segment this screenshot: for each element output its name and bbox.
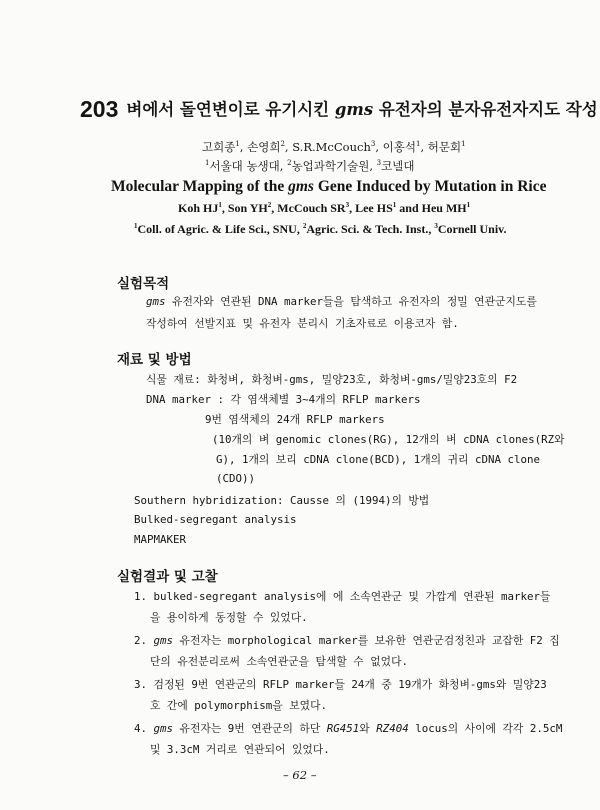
methods-mapmaker: MAPMAKER	[134, 533, 187, 546]
results-heading: 실험결과 및 고찰	[117, 569, 218, 585]
en-title-gene: gms	[288, 178, 314, 195]
english-affiliations	[134, 222, 507, 237]
author-name: 고희종	[202, 140, 236, 154]
author-sup: 2	[267, 201, 272, 209]
result-4-line-2: 및 3.3cM 거리로 연관되어 있었다.	[150, 743, 330, 756]
result-4-line-1	[134, 721, 562, 736]
korean-affiliations: $^1$서울대 농생대, $^2$농업과학기술원, $^3$코넬대	[205, 159, 415, 173]
author-name: Lee HS	[355, 201, 393, 215]
result-4-marker-2: RZ404	[376, 722, 409, 735]
en-title-pre: Molecular Mapping of the	[111, 178, 289, 195]
title-korean-pre: 벼에서 돌연변이로 유기시킨	[126, 100, 335, 119]
author-sup: 3	[370, 140, 376, 149]
purpose-heading: 실험목적	[117, 276, 170, 292]
abstract-title	[80, 96, 598, 123]
author-name: Son YH	[227, 201, 268, 215]
result-3-number: 3.	[134, 678, 148, 691]
result-2-text: 유전자는 morphological marker를 보유한 연관군검정친과 교잡한 F2 집	[173, 634, 560, 647]
page-number: – 62 –	[283, 768, 317, 782]
title-gene-name: gms	[334, 100, 374, 119]
author-name: Koh HJ	[178, 201, 219, 215]
result-4-marker-1: RG451	[326, 722, 360, 735]
author-sup: 1	[392, 201, 397, 209]
en-title-post: Gene Induced by Mutation in Rice	[313, 178, 547, 195]
result-4-number: 4.	[134, 722, 148, 735]
methods-dna-marker-1: DNA marker : 각 염색체별 3~4개의 RFLP markers	[146, 393, 421, 406]
english-authors: Koh $HJ^1$, Son $YH^2$, McCouch $SR^3$, Lee $HS^1$ and Heu $MH^1$	[178, 201, 471, 215]
affil-name: 서울대 농생대	[209, 159, 280, 173]
affil-sup: 2	[302, 222, 307, 230]
author-name: McCouch SR	[277, 201, 346, 215]
result-2-gene: gms	[153, 634, 174, 647]
affil-sup: 1	[205, 159, 210, 168]
author-name: 허문회	[427, 140, 462, 154]
abstract-number: 203	[80, 96, 119, 122]
affil-sup: 2	[287, 159, 292, 168]
korean-authors: 고희종$^1$, 손영희$^2$, S.R.McCouch$^3$, 이홍석$^1$, 허문회$^1$	[202, 140, 466, 154]
author-sup: 2	[280, 140, 285, 149]
affil-name: Cornell Univ.	[437, 222, 507, 236]
title-korean-post: 유전자의 분자유전자지도 작성	[373, 100, 598, 119]
result-4-gene: gms	[153, 722, 174, 735]
author-name: 이홍석	[382, 140, 416, 154]
author-sup: 1	[235, 140, 240, 149]
result-3-line-1	[134, 677, 547, 692]
author-sup: 3	[345, 201, 350, 209]
author-sup: 1	[466, 201, 471, 209]
affil-sup: 3	[376, 159, 382, 168]
purpose-line-1-text: 유전자와 연관된 DNA marker들을 탐색하고 유전자의 정밀 연관군지도를	[165, 295, 537, 308]
affil-name: 코넬대	[381, 159, 415, 173]
result-3-text: 검정된 9번 연관군의 RFLP marker들 24개 중 19개가 화청벼-gms와 밀양23	[153, 678, 547, 691]
methods-dna-marker-4: G), 1개의 보리 cDNA clone(BCD), 1개의 귀리 cDNA clone	[216, 453, 540, 466]
methods-heading: 재료 및 방법	[117, 352, 192, 368]
author-sup: 1	[218, 201, 222, 209]
result-2-number: 2.	[134, 634, 148, 647]
result-4-text-a: 유전자는 9번 연관군의 하단	[173, 722, 327, 735]
result-1-text: bulked-segregant analysis에 에 소속연관군 및 가깝게 연관된 marker들	[153, 590, 551, 603]
methods-bulked: Bulked-segregant analysis	[134, 513, 297, 526]
purpose-line-1	[146, 294, 537, 309]
result-2-line-2: 단의 유전분리로써 소속연관군을 탐색할 수 없었다.	[150, 655, 409, 668]
methods-dna-marker-2: 9번 염색체의 24개 RFLP markers	[205, 413, 385, 426]
result-1-line-1	[134, 589, 551, 604]
methods-plant-material: 식물 재료: 화청벼, 화청벼-gms, 밀양23호, 화청벼-gms/밀양23호의 F2	[146, 373, 518, 386]
affil-name: Coll. of Agric. & Life Sci., SNU,	[137, 222, 303, 236]
affil-sup: 1	[134, 222, 138, 230]
methods-dna-marker-5: (CDO))	[216, 472, 256, 485]
author-sup: 1	[461, 140, 466, 149]
result-3-line-2: 호 간에 polymorphism을 보였다.	[150, 699, 328, 712]
author-name: S.R.McCouch	[292, 140, 371, 154]
purpose-line-2: 작성하여 선발지표 및 유전자 분리시 기초자료로 이용코자 함.	[146, 317, 459, 330]
affil-sup: 3	[434, 222, 438, 230]
result-2-line-1	[134, 633, 560, 648]
result-4-text-b: 와	[359, 722, 377, 735]
affil-name: Agric. Sci. & Tech. Inst.,	[306, 222, 435, 236]
affil-name: 농업과학기술원	[291, 159, 370, 173]
methods-southern: Southern hybridization: Causse 의 (1994)의 방법	[134, 494, 430, 507]
purpose-gene: gms	[146, 295, 166, 308]
author-sup: 1	[415, 140, 421, 149]
result-4-text-c: locus의 사이에 각각 2.5cM	[408, 722, 563, 735]
author-name: 손영희	[247, 140, 281, 154]
english-title	[111, 178, 546, 196]
result-1-line-2: 을 용이하게 동정할 수 있었다.	[150, 611, 308, 624]
methods-dna-marker-3: (10개의 벼 genomic clones(RG), 12개의 벼 cDNA clones(RZ와	[212, 433, 565, 446]
author-name: and Heu MH	[399, 201, 467, 215]
result-1-number: 1.	[134, 590, 148, 603]
